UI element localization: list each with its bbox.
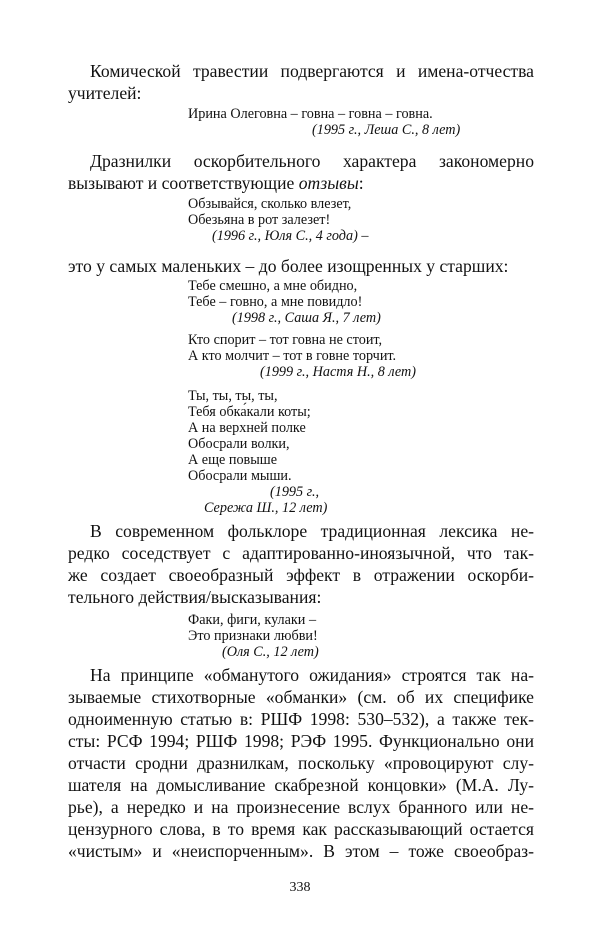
paragraph-line: же создает своеобразный эффект в отражении оскорби- [68, 565, 534, 585]
verse-line: Кто спорит – тот говна не стоит, [188, 332, 383, 348]
paragraph-line: это у самых маленьких – до более изощренных у старших: [68, 256, 509, 276]
paragraph-line: сты: РСФ 1994; РШФ 1998; РЭФ 1995. Функционально они [68, 731, 534, 751]
verse-line: Ты, ты, ты, ты, [188, 388, 278, 404]
paragraph-line: рье), а нередко и на произнесение вслух бранного или не- [68, 797, 534, 817]
verse-line: А кто молчит – тот в говне торчит. [188, 348, 397, 364]
paragraph-1 [68, 60, 534, 104]
paragraph-line: «чистым» и «неиспорченным». В этом – тоже своеобраз- [68, 841, 534, 861]
verse-line: Тебя обка́кали коты; [188, 404, 311, 420]
page-number: 338 [289, 880, 311, 895]
paragraph-text: : [358, 173, 364, 193]
paragraph-5 [68, 664, 534, 862]
verse-5 [188, 388, 327, 516]
paragraph-line: одноименную статью в: РШФ 1998: 530–532), а также тек- [68, 709, 534, 729]
paragraph-line: зываемые стихотворные «обманки» (см. об их специфике [68, 687, 534, 707]
verse-line: Обосрали волки, [188, 436, 290, 452]
verse-6 [188, 612, 319, 660]
paragraph-line: редко соседствует с адаптированно-иноязычной, что так- [68, 543, 534, 563]
verse-line: Факи, фиги, кулаки – [188, 612, 317, 628]
verse-line: Обезьяна в рот залезет! [188, 212, 331, 228]
paragraph-line: тельного действия/высказывания: [68, 587, 322, 607]
verse-3 [188, 278, 381, 326]
verse-citation: (1998 г., Саша Я., 7 лет) [232, 310, 381, 326]
paragraph-2 [68, 150, 534, 194]
verse-1 [188, 106, 460, 138]
verse-line: Обосрали мыши. [188, 468, 292, 484]
paragraph-line: В современном фольклоре традиционная лексика не- [90, 521, 534, 541]
paragraph-line: цензурного слова, в то время как рассказывающий остается [68, 819, 534, 839]
paragraph-3 [68, 255, 538, 277]
italic-term: отзывы [298, 173, 359, 193]
paragraph-4 [68, 520, 534, 608]
verse-4 [188, 332, 416, 380]
paragraph-line: На принципе «обманутого ожидания» строятся так на- [90, 665, 534, 685]
verse-line: Обзывайся, сколько влезет, [188, 196, 352, 212]
paragraph-line: Дразнилки оскорбительного характера закономерно [90, 151, 534, 171]
paragraph-line: отчасти сродни дразнилкам, поскольку «провоцируют слу- [68, 753, 534, 773]
verse-line: Тебе смешно, а мне обидно, [188, 278, 358, 294]
paragraph-line: Комической травестии подвергаются и имена-отчества [90, 61, 534, 81]
paragraph-line [68, 172, 534, 194]
verse-citation: Сережа Ш., 12 лет) [204, 500, 328, 516]
verse-line: Тебе – говно, а мне повидло! [188, 294, 363, 310]
paragraph-line: учителей: [68, 83, 142, 103]
verse-line: А на верхней полке [188, 420, 306, 436]
verse-2 [188, 196, 368, 244]
verse-line: Ирина Олеговна – говна – говна – говна. [188, 106, 433, 122]
verse-citation: (1996 г., Юля С., 4 года) – [212, 228, 369, 244]
verse-line: Это признаки любви! [188, 628, 318, 644]
verse-citation: (Оля С., 12 лет) [222, 644, 319, 660]
verse-line: А еще повыше [188, 452, 277, 468]
verse-citation: (1995 г., [270, 484, 320, 500]
paragraph-line: шателя на домысливание скабрезной концовки» (М.А. Лу- [68, 775, 534, 795]
verse-citation: (1995 г., Леша С., 8 лет) [312, 122, 461, 138]
paragraph-text: вызывают и соответствующие [68, 173, 299, 193]
verse-citation: (1999 г., Настя Н., 8 лет) [260, 364, 416, 380]
